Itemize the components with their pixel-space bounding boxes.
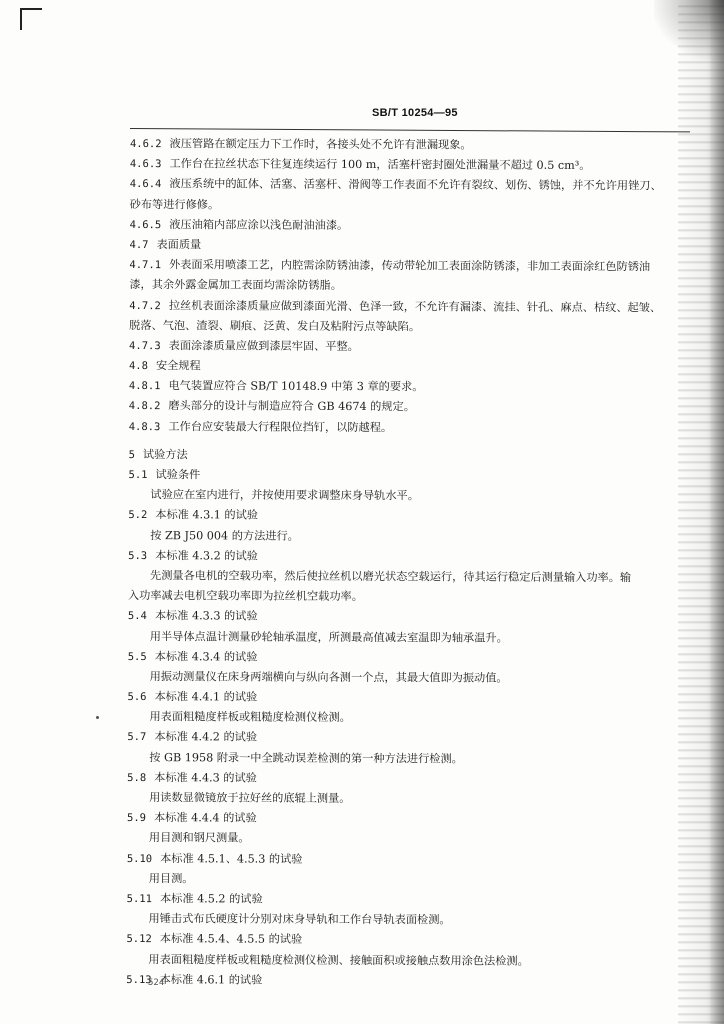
clause-text: 本标准 4.5.2 的试验 [159, 892, 263, 906]
clause-number: 4.6.2 [129, 137, 162, 151]
text-line [129, 255, 689, 278]
clause-number: 5.13 [126, 973, 152, 986]
clause-text: 外表面采用喷漆工艺，内腔需涂防锈油漆，传动带轮加工表面涂防锈漆，非加工表面涂红色防锈油 [169, 258, 651, 274]
clause-text: 漆，其余外露金属加工表面均需涂防锈脂。 [129, 278, 342, 293]
text-line [127, 748, 687, 771]
clause-number: 5.12 [126, 933, 152, 946]
text-line [127, 889, 687, 912]
text-line [130, 134, 690, 157]
clause-number: 4.7 [129, 238, 149, 252]
clause-number: 4.8.1 [128, 380, 161, 393]
clause-text: 砂布等进行修修。 [129, 197, 220, 211]
text-line [127, 788, 687, 811]
clause-text: 用锤击式布氏硬度计分别对床身导轨和工作台导轨表面检测。 [148, 912, 451, 927]
clause-number: 5.5 [127, 650, 147, 663]
clause-text: 用振动测量仪在床身两端横向与纵向各测一个点，其最大值即为振动值。 [149, 669, 508, 685]
text-line [127, 909, 687, 932]
clause-text: 拉丝机表面涂漆质量应做到漆面光滑、色泽一致，不允许有漏漆、流挂、针孔、麻点、桔纹、起皱、 [168, 298, 662, 314]
clause-text: 按 GB 1958 附录一中全跳动误差检测的第一种方法进行检测。 [149, 750, 463, 766]
text-line [129, 235, 689, 258]
text-line [127, 707, 687, 730]
clause-text: 本标准 4.5.1、4.5.3 的试验 [160, 851, 303, 866]
clause-number: 5.7 [127, 731, 147, 744]
clause-text: 本标准 4.6.1 的试验 [159, 972, 263, 987]
text-line [128, 505, 688, 528]
text-line [128, 647, 688, 670]
text-line [126, 929, 686, 952]
text-line [128, 566, 688, 589]
clause-text: 本标准 4.3.3 的试验 [154, 609, 258, 623]
clause-text: 用表面粗糙度样板或粗糙度检测仪检测、接触面积或接触点数用涂色法检测。 [148, 952, 529, 968]
text-line [129, 356, 689, 379]
clause-number: 4.8.2 [128, 400, 161, 413]
text-line [128, 485, 688, 508]
text-line [127, 687, 687, 710]
clause-text: 入功率减去电机空载功率即为拉丝机空载功率。 [127, 589, 363, 604]
clause-text: 工作台应安装最大行程限位挡钉，以防越程。 [168, 419, 393, 434]
scan-corner-smudge [654, 0, 724, 60]
text-line [129, 295, 689, 318]
text-line [129, 376, 689, 399]
clause-number: 4.8.3 [128, 420, 161, 433]
scan-speck [96, 716, 99, 719]
text-line [129, 396, 689, 419]
text-line [129, 275, 689, 298]
clause-number: 5.1 [128, 468, 148, 482]
text-line [128, 546, 688, 569]
header-rule [130, 128, 690, 132]
clause-text: 液压油箱内部应涂以浅色耐油油漆。 [169, 217, 349, 232]
clause-text: 本标准 4.3.2 的试验 [155, 548, 258, 563]
text-line [130, 174, 690, 197]
clause-text: 工作台在拉丝状态下往复连续运行 100 m，活塞杆密封圈处泄漏量不超过 0.5 cm³。 [169, 157, 591, 173]
text-line [127, 828, 687, 851]
clause-number: 4.6.5 [129, 218, 162, 231]
clause-number: 5.6 [127, 691, 147, 704]
clause-text: 本标准 4.3.1 的试验 [155, 508, 259, 522]
clause-text: 用表面粗糙度样板或粗糙度检测仪检测。 [149, 710, 351, 725]
clause-text: 电气装置应符合 SB/T 10148.9 中第 3 章的要求。 [168, 379, 424, 394]
page-number: 524 [148, 978, 165, 988]
clause-text: 液压管路在额定压力下工作时，各接头处不允许有泄漏现象。 [169, 137, 472, 152]
clause-number: 4.6.4 [129, 178, 162, 191]
clause-text: 用目测。 [148, 871, 194, 886]
clause-text: 试验条件 [155, 468, 201, 482]
clause-number: 4.7.2 [129, 299, 161, 312]
clause-text: 安全规程 [155, 359, 201, 373]
clause-text: 本标准 4.4.3 的试验 [154, 770, 257, 785]
text-line [127, 808, 687, 831]
clause-number: 5.10 [126, 852, 153, 865]
clause-number: 5.11 [126, 892, 152, 906]
clause-number: 5.4 [127, 610, 147, 623]
clause-text: 本标准 4.4.2 的试验 [154, 730, 258, 744]
clause-number: 4.6.3 [129, 158, 162, 171]
section-number: 5 [128, 448, 135, 461]
clause-number: 4.8 [128, 360, 148, 373]
scan-edge-shadow [710, 0, 724, 1024]
clause-number: 5.2 [128, 509, 148, 522]
text-line [126, 949, 686, 972]
clause-text: 用半导体点温计测量砂轮轴承温度，所测最高值减去室温即为轴承温升。 [149, 629, 508, 645]
text-line [129, 417, 689, 440]
text-line [128, 667, 688, 690]
text-line [130, 215, 690, 238]
section-heading [129, 445, 689, 468]
text-line [129, 316, 689, 339]
clause-number: 5.8 [127, 771, 147, 784]
text-line [129, 336, 689, 359]
clause-text: 用读数显微镜放于拉好丝的底辊上测量。 [149, 791, 351, 805]
document-body [126, 134, 690, 992]
scan-corner-mark [20, 8, 22, 30]
text-line [128, 465, 688, 488]
clause-number: 4.7.3 [129, 339, 161, 353]
text-line [128, 526, 688, 549]
clause-text: 用目测和钢尺测量。 [148, 831, 250, 845]
clause-text: 磨头部分的设计与制造应符合 GB 4674 的规定。 [168, 399, 415, 414]
standard-code-header: SB/T 10254—95 [372, 107, 458, 119]
clause-number: 5.3 [128, 549, 148, 562]
text-line [130, 195, 690, 218]
clause-text: 本标准 4.4.1 的试验 [154, 690, 258, 704]
clause-number: 4.7.1 [129, 259, 162, 272]
clause-text: 脱落、气泡、渣裂、刷痕、泛黄、发白及粘附污点等缺陷。 [129, 318, 421, 333]
section-title: 试验方法 [142, 447, 188, 462]
text-line [128, 626, 688, 649]
text-line [128, 586, 688, 609]
clause-text: 本标准 4.3.4 的试验 [154, 649, 258, 664]
text-line [127, 869, 687, 892]
clause-text: 本标准 4.4.4 的试验 [153, 811, 257, 825]
clause-text: 表面质量 [156, 238, 202, 252]
text-line [127, 768, 687, 791]
clause-text: 按 ZB J50 004 的方法进行。 [150, 528, 299, 543]
text-line [127, 849, 687, 872]
text-line [126, 970, 686, 993]
text-line [128, 606, 688, 629]
text-line [127, 727, 687, 750]
clause-text: 液压系统中的缸体、活塞、活塞杆、滑阀等工作表面不允许有裂纹、划伤、锈蚀，并不允许用锉刀、 [169, 177, 662, 193]
clause-number: 5.9 [126, 812, 147, 825]
scan-corner-mark-horizontal [20, 8, 42, 10]
clause-text: 试验应在室内进行，并按使用要求调整床身导轨水平。 [150, 488, 419, 503]
clause-text: 先测量各电机的空载功率，然后使拉丝机以磨光状态空载运行，待其运行稳定后测量输入功率。输 [150, 569, 632, 585]
clause-text: 表面涂漆质量应做到漆层牢固、平整。 [168, 339, 359, 353]
text-line [130, 154, 690, 177]
clause-text: 本标准 4.5.4、4.5.5 的试验 [159, 932, 303, 947]
